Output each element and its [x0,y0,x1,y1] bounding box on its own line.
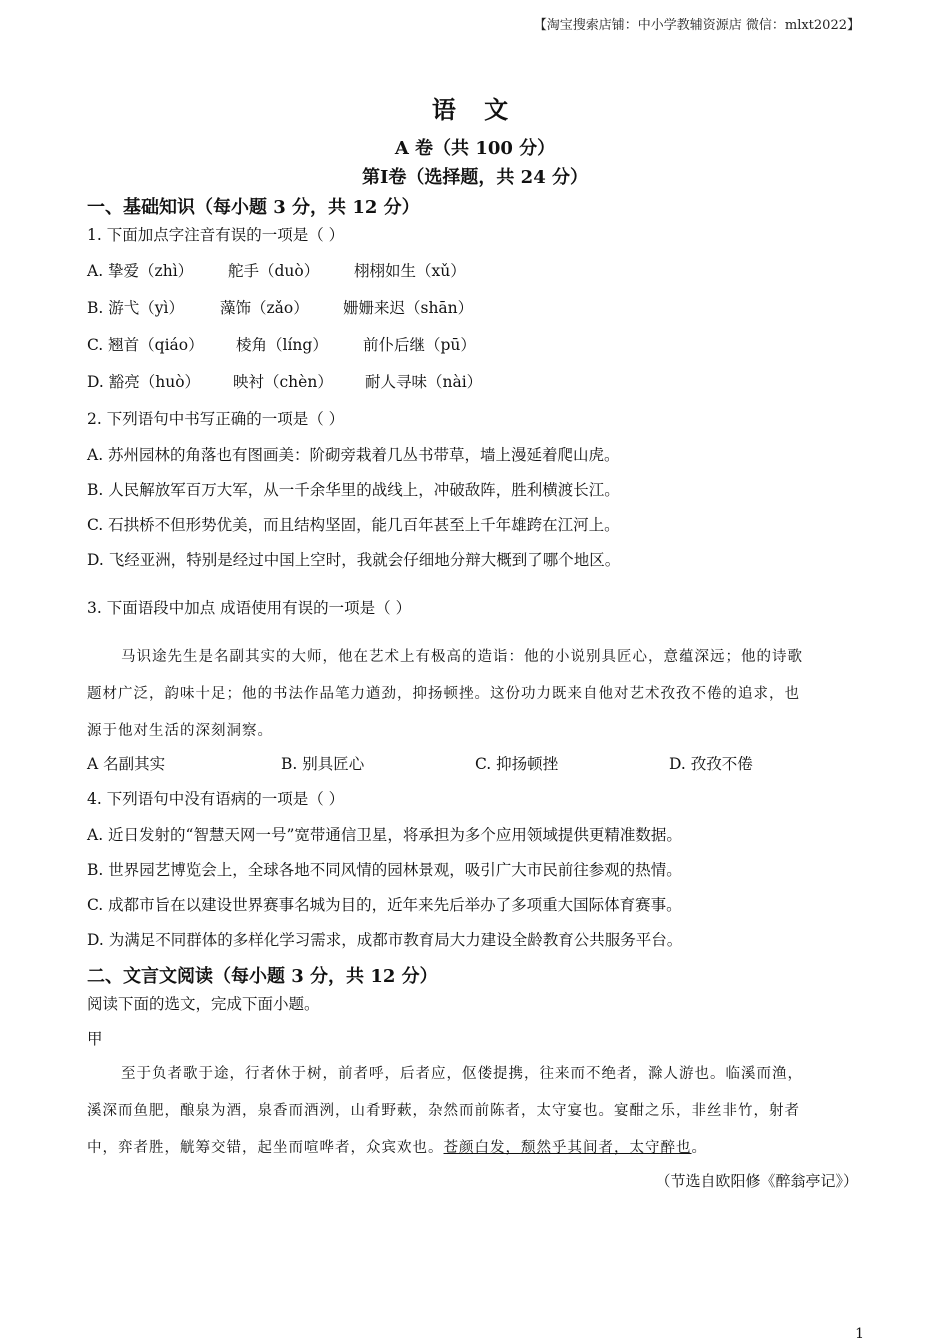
question-2-option-a: A. 苏州园林的角落也有图画美：阶砌旁栽着几丛书带草，墙上漫延着爬山虎。 [87,446,620,464]
section-heading-basic: 一、基础知识（每小题 3 分，共 12 分） [87,197,420,218]
section-heading-classical: 二、文言文阅读（每小题 3 分，共 12 分） [87,966,438,987]
question-3-passage-line-1: 马识途先生是名副其实的大师，他在艺术上有极高的造诣：他的小说别具匠心，意蕴深远；他的诗歌 [121,649,803,665]
question-1-stem: 1. 下面加点字注音有误的一项是（ ） [87,226,345,244]
underlined-sentence: 苍颜白发，颓然乎其间者，太守醉也 [443,1140,692,1156]
question-1-option-a [87,259,466,281]
question-2-option-b: B. 人民解放军百万大军，从一千余华里的战线上，冲破敌阵，胜利横渡长江。 [87,481,620,499]
subtitle-b: 第Ⅰ卷（选择题，共 24 分） [361,167,588,188]
question-1-option-b [87,296,473,318]
question-3-option-b: B. 别具匠心 [281,755,365,773]
question-3-option-a: A 名副其实 [87,755,166,773]
subtitle-a: A 卷（共 100 分） [394,138,556,159]
option-item: 栩栩如生（xǔ） [354,262,466,280]
question-2-option-d: D. 飞经亚洲，特别是经过中国上空时，我就会仔细地分辩大概到了哪个地区。 [87,551,621,569]
classical-line-2: 溪深而鱼肥，酿泉为酒，泉香而酒洌，山肴野蔌，杂然而前陈者，太守宴也。宴酣之乐，非丝非竹，射者 [87,1103,800,1119]
question-2-stem: 2. 下列语句中书写正确的一项是（ ） [87,410,345,428]
option-item: 前仆后继（pū） [363,336,476,354]
option-item: A. 挚爱（zhì） [87,262,194,280]
classical-line-1: 至于负者歌于途，行者休于树，前者呼，后者应，伛偻提携，往来而不绝者，滁人游也。临溪而渔， [121,1066,803,1082]
option-item: 舵手（duò） [228,262,320,280]
question-3-option-d: D. 孜孜不倦 [669,755,753,773]
question-2-option-c: C. 石拱桥不但形势优美，而且结构坚固，能几百年甚至上千年雄跨在江河上。 [87,516,620,534]
question-1-option-c [87,333,476,355]
page-number: 1 [855,1326,864,1342]
reading-instruction: 阅读下面的选文，完成下面小题。 [87,995,320,1013]
question-4-option-c: C. 成都市旨在以建设世界赛事名城为目的，近年来先后举办了多项重大国际体育赛事。 [87,896,682,914]
header-note: 【淘宝搜索店铺：中小学教辅资源店 微信：mlxt2022】 [533,18,860,33]
option-item: 棱角（líng） [236,336,328,354]
question-4-option-a: A. 近日发射的“智慧天网一号”宽带通信卫星，将承担为多个应用领域提供更精准数据。 [87,826,682,844]
passage-source: （节选自欧阳修《醉翁亭记》） [655,1172,858,1190]
question-3-passage-line-2: 题材广泛，韵味十足；他的书法作品笔力遒劲，抑扬顿挫。这份功力既来自他对艺术孜孜不倦的追求，也 [87,686,800,702]
question-3-option-c: C. 抑扬顿挫 [475,755,559,773]
question-3-passage-line-3: 源于他对生活的深刻洞察。 [87,723,273,739]
page-title: 语 文 [431,95,519,124]
option-item: B. 游弋（yì） [87,299,184,317]
classical-text: 中，弈者胜，觥筹交错，起坐而喧哗者，众宾欢也。 [87,1140,444,1156]
question-3-stem: 3. 下面语段中加点 成语使用有误的一项是（ ） [87,599,412,617]
option-item: C. 翘首（qiáo） [87,336,204,354]
option-item: D. 豁亮（huò） [87,373,201,391]
option-item: 姗姗来迟（shān） [343,299,474,317]
classical-text: 。 [691,1140,707,1156]
question-1-option-d [87,370,482,392]
question-4-option-d: D. 为满足不同群体的多样化学习需求，成都市教育局大力建设全龄教育公共服务平台。 [87,931,683,949]
question-4-stem: 4. 下列语句中没有语病的一项是（ ） [87,790,345,808]
option-item: 耐人寻味（nài） [365,373,483,391]
option-item: 映衬（chèn） [233,373,333,391]
classical-line-3 [87,1136,860,1157]
option-item: 藻饰（zǎo） [220,299,309,317]
question-4-option-b: B. 世界园艺博览会上，全球各地不同风情的园林景观，吸引广大市民前往参观的热情。 [87,861,682,879]
passage-label-jia: 甲 [87,1030,103,1048]
